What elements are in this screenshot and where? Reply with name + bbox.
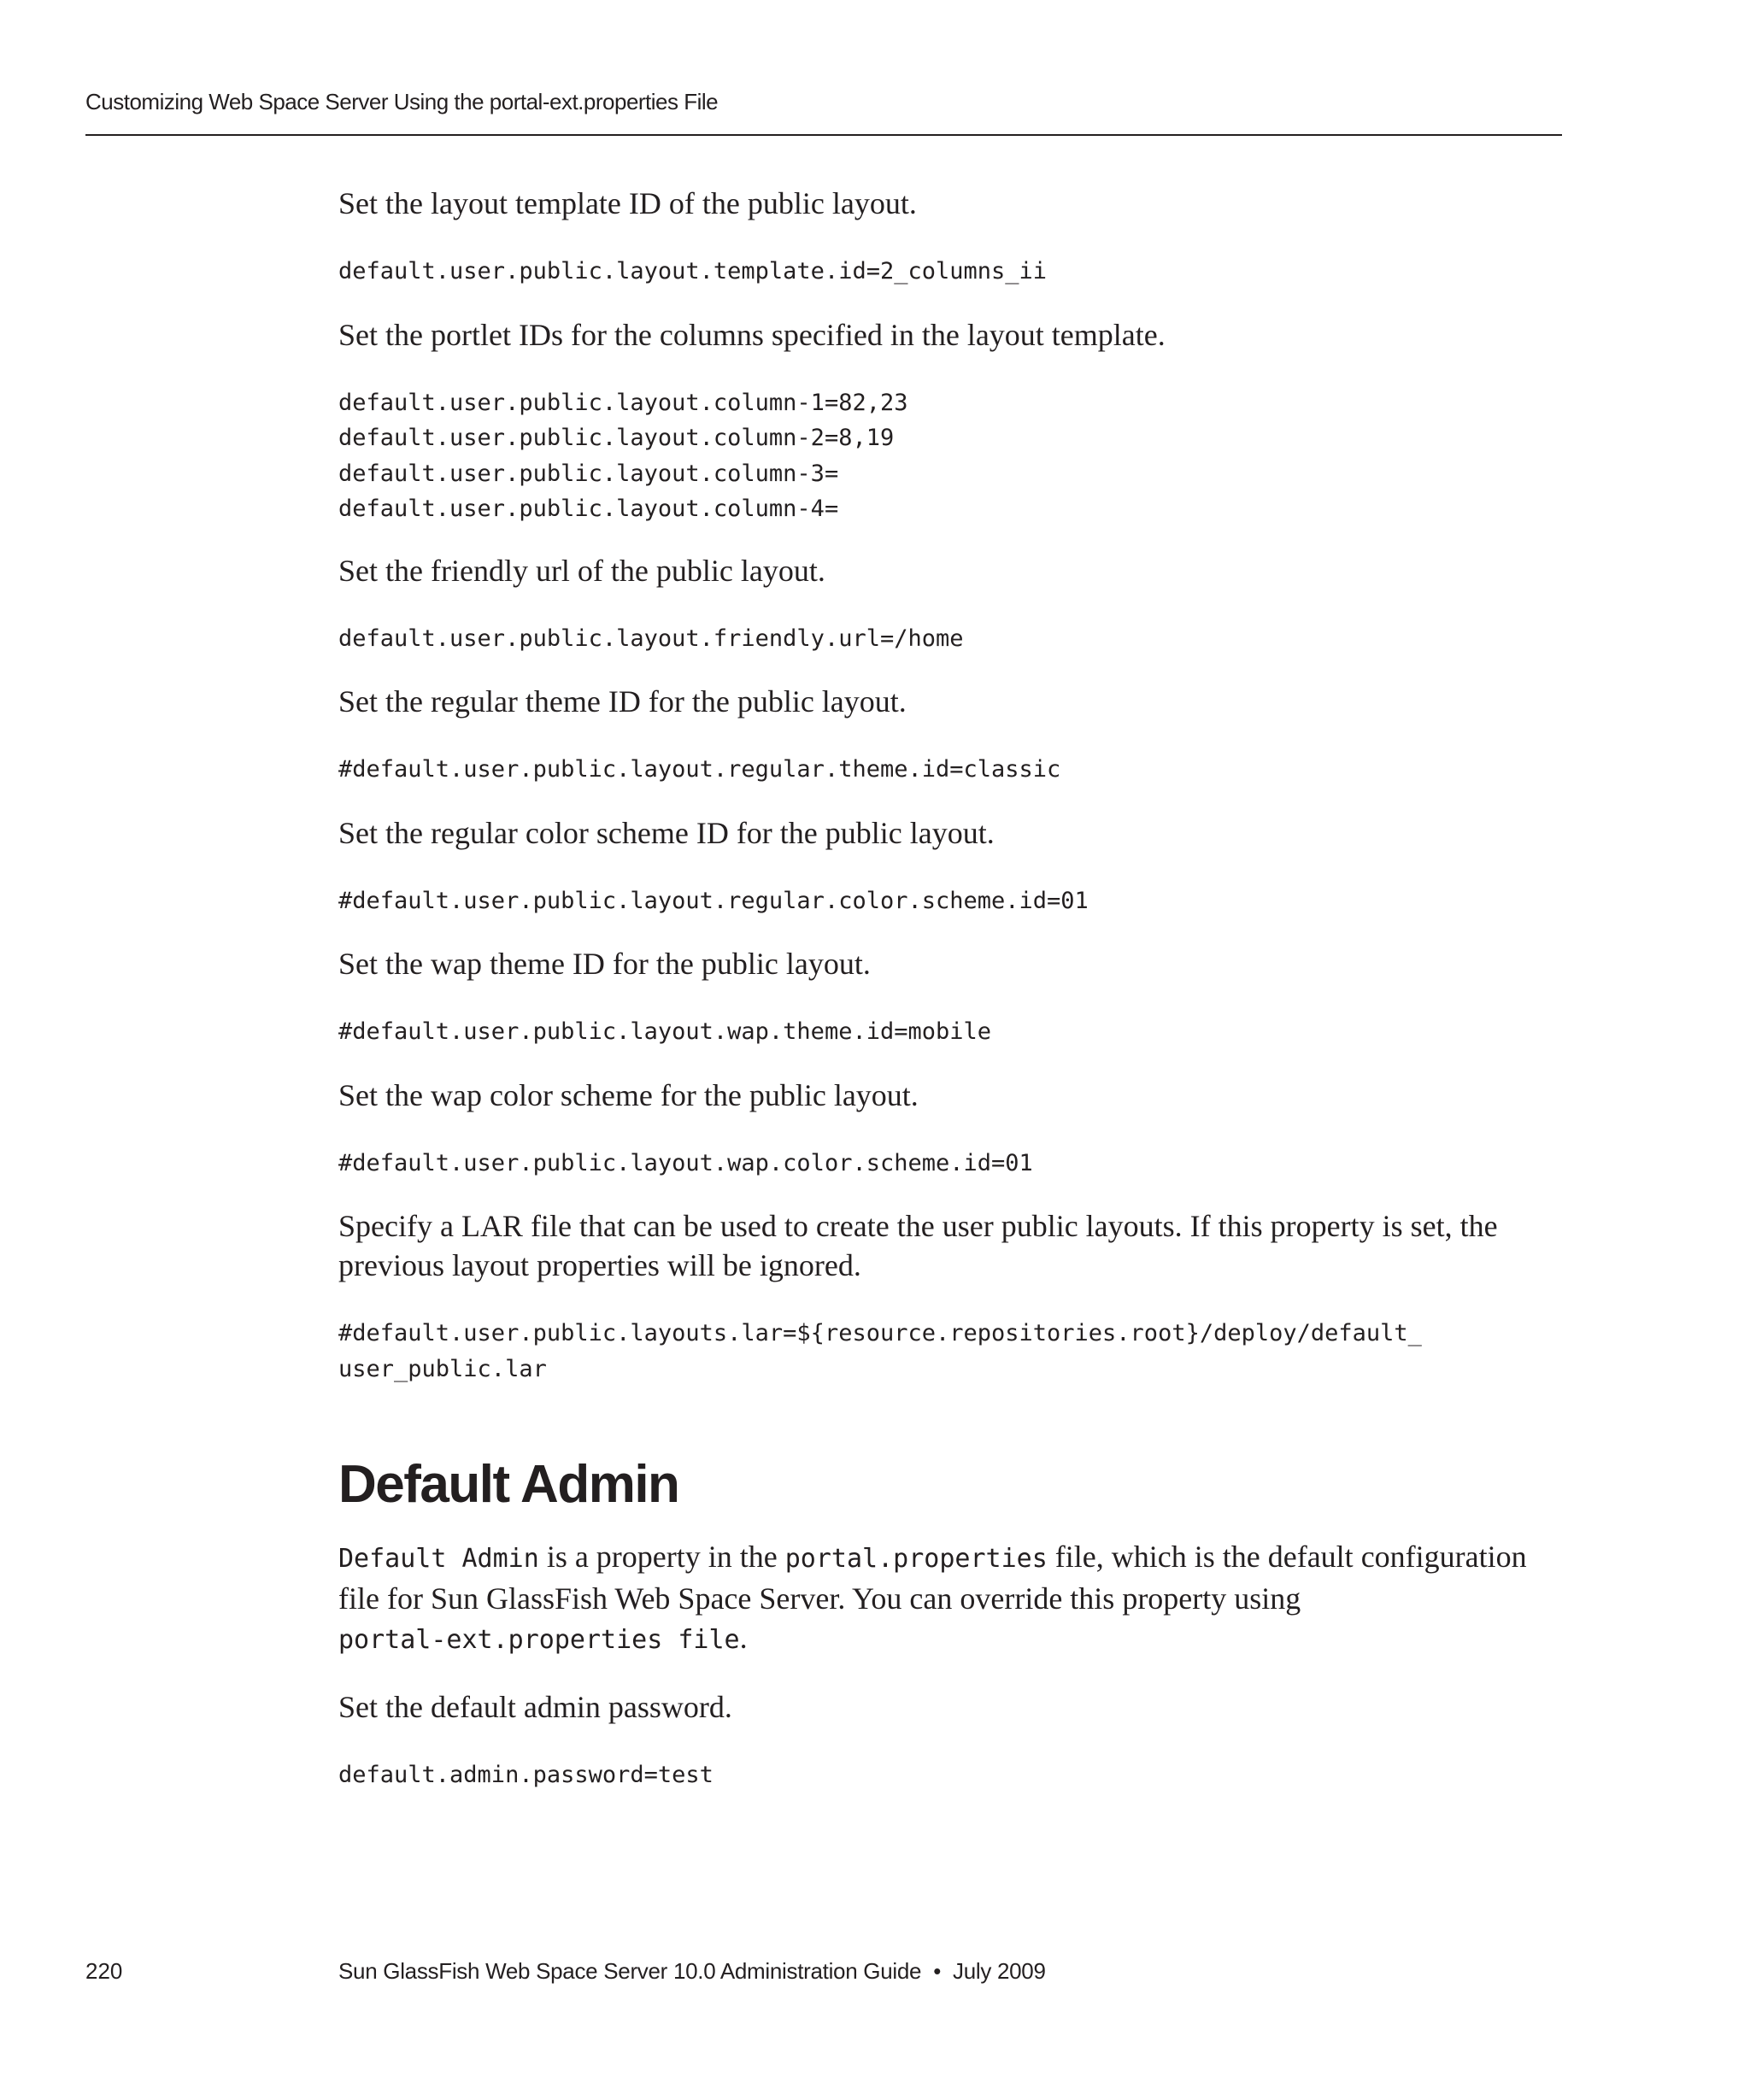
inline-code-default-admin: Default Admin <box>338 1544 539 1574</box>
paragraph-regular-theme: Set the regular theme ID for the public layout. <box>338 684 907 719</box>
code-layout-template: default.user.public.layout.template.id=2_columns_ii <box>338 258 1048 284</box>
paragraph-portlet-ids: Set the portlet IDs for the columns specified in the layout template. <box>338 317 1166 352</box>
paragraph-lar-file-line-2: previous layout properties will be ignored. <box>338 1248 861 1282</box>
footer-title-text: Sun GlassFish Web Space Server 10.0 Administration Guide <box>338 1958 922 1984</box>
header-rule <box>85 134 1562 136</box>
page-content <box>338 184 1569 1793</box>
code-regular-color-scheme: #default.user.public.layout.regular.color.scheme.id=01 <box>338 887 1089 914</box>
intro-text-1: is a property in the <box>538 1540 785 1574</box>
paragraph-admin-password: Set the default admin password. <box>338 1690 732 1724</box>
code-friendly-url: default.user.public.layout.friendly.url=/home <box>338 625 964 652</box>
intro-text-2: file, which is the default configuration <box>1047 1540 1527 1574</box>
section-heading: Default Admin <box>338 1455 679 1514</box>
intro-text-3: . <box>739 1621 748 1655</box>
footer-book-title <box>338 1958 1046 1985</box>
paragraph-wap-color-scheme: Set the wap color scheme for the public layout. <box>338 1077 919 1112</box>
page-number: 220 <box>85 1958 123 1984</box>
code-column-3: default.user.public.layout.column-3= <box>338 460 839 487</box>
code-column-4: default.user.public.layout.column-4= <box>338 496 839 522</box>
code-wap-color-scheme: #default.user.public.layout.wap.color.scheme.id=01 <box>338 1149 1033 1176</box>
code-column-2: default.user.public.layout.column-2=8,19 <box>338 425 895 451</box>
code-column-1: default.user.public.layout.column-1=82,23 <box>338 389 908 416</box>
paragraph-default-admin-intro <box>338 1537 1569 1660</box>
intro-line-2: file for Sun GlassFish Web Space Server. You can override this property using <box>338 1581 1301 1616</box>
paragraph-layout-template: Set the layout template ID of the public layout. <box>338 186 917 220</box>
paragraph-lar-file-line-1: Specify a LAR file that can be used to create the user public layouts. If this property is set, the <box>338 1209 1498 1243</box>
paragraph-regular-color-scheme: Set the regular color scheme ID for the public layout. <box>338 815 995 850</box>
inline-code-portal-ext-properties: portal-ext.properties file <box>338 1625 740 1655</box>
code-lar-file-line-2: user_public.lar <box>338 1355 547 1382</box>
paragraph-wap-theme: Set the wap theme ID for the public layout. <box>338 947 871 981</box>
code-lar-file-line-1: #default.user.public.layouts.lar=${resource.repositories.root}/deploy/default_ <box>338 1320 1422 1346</box>
footer-date: July 2009 <box>953 1958 1046 1984</box>
code-regular-theme: #default.user.public.layout.regular.theme.id=classic <box>338 756 1061 783</box>
code-wap-theme: #default.user.public.layout.wap.theme.id=mobile <box>338 1018 992 1045</box>
inline-code-portal-properties: portal.properties <box>784 1544 1048 1574</box>
code-admin-password: default.admin.password=test <box>338 1762 714 1788</box>
footer-separator: • <box>933 1958 941 1984</box>
running-header: Customizing Web Space Server Using the portal-ext.properties File <box>85 89 719 114</box>
paragraph-friendly-url: Set the friendly url of the public layout. <box>338 553 825 588</box>
